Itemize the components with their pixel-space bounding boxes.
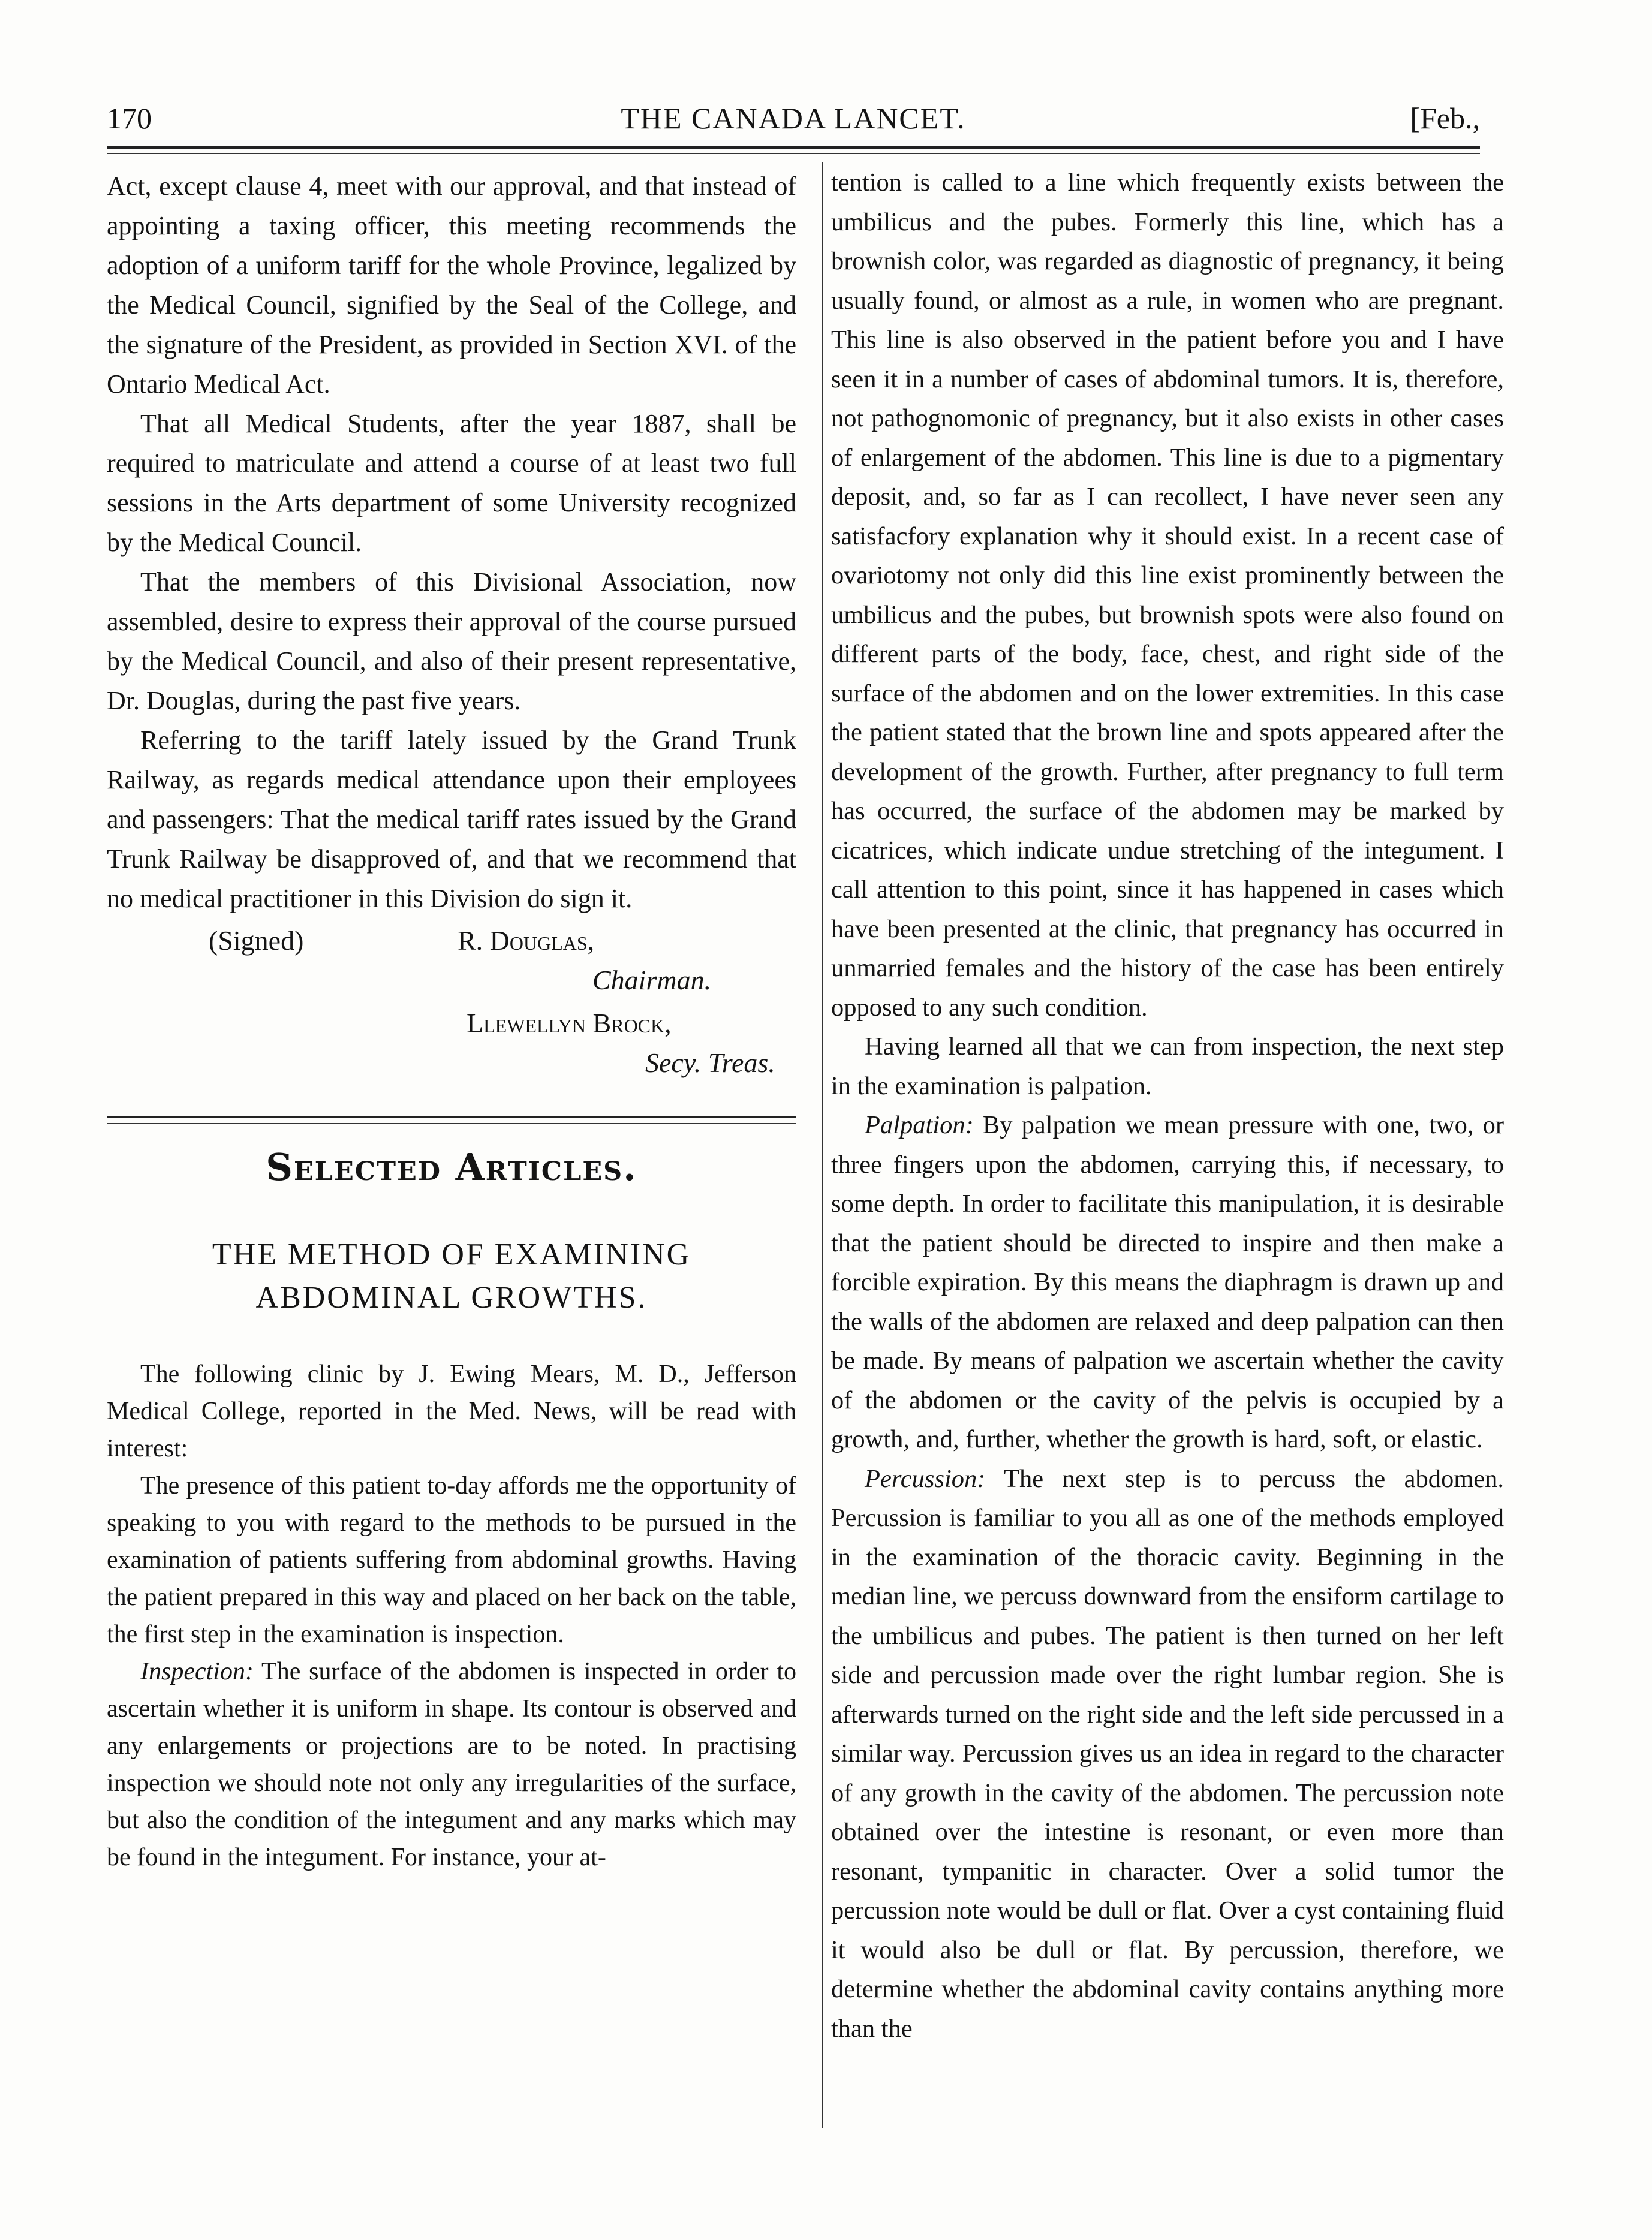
- section-rule-thin: [107, 1123, 796, 1124]
- palpation-paragraph: [831, 1106, 1504, 1459]
- chairman-name: R. Douglas,: [458, 925, 595, 956]
- resolution-paragraph: That the members of this Divisional Association, now assembled, desire to express their approval of the course pursued by the Medical Council, and also of their present representative, Dr. Douglas, during the past five years.: [107, 567, 796, 715]
- section-rule: [107, 1116, 796, 1118]
- percussion-text: The next step is to percuss the abdomen. Percussion is familiar to you all as one of the methods employed in the examination of the thoracic cavity. Beginning in the median line, we percuss downward from the ensiform cartilage to the umbilicus and pubes. The patient is then turned on her left side and percussion made over the right lumbar region. She is afterwards turned on the right side and the left side percussed in a similar way. Percussion gives us an idea in regard to the character of any growth in the cavity of the abdomen. The percussion note obtained over the intestine is resonant, or even more than resonant, tympanitic in character. Over a solid tumor the percussion note would be dull or flat. Over a cyst containing fluid it would also be dull or flat. By percussion, therefore, we determine whether the abdominal cavity contains anything more than the: [831, 1464, 1504, 2043]
- percussion-paragraph: [831, 1459, 1504, 2049]
- chairman-title: Chairman.: [592, 965, 712, 995]
- resolution-paragraph: Referring to the tariff lately issued by the Grand Trunk Railway, as regards medical attendance upon their employees and passengers: That the medical tariff rates issued by the Grand Trunk Railway be disapproved of, and that we recommend that no medical practitioner in this Division do sign it.: [107, 725, 796, 913]
- secretary-title: Secy. Treas.: [645, 1047, 775, 1078]
- running-title: THE CANADA LANCET.: [621, 101, 966, 135]
- signature-block: [107, 919, 796, 1098]
- article-paragraph: The presence of this patient to-day affords me the opportunity of speaking to you with regard to the methods to be pursued in the examination of patients suffering from abdominal growths. Having the patient prepared in this way and placed on her back on the table, the first step in the examination is inspection.: [107, 1472, 796, 1648]
- section-heading: Selected Articles.: [266, 1145, 637, 1189]
- resolution-paragraph: That all Medical Students, after the year 1887, shall be required to matriculate and attend a course of at least two full sessions in the Arts department of some University recognized by the Medical Council.: [107, 409, 796, 557]
- palpation-text: By palpation we mean pressure with one, two, or three fingers upon the abdomen, carrying this, if necessary, to some depth. In order to facilitate this manipulation, it is desirable that the patient should be directed to inspire and then make a forcible expiration. By this means the diaphragm is drawn up and the walls of the abdomen are relaxed and deep palpation can then be made. By means of palpation we ascertain whether the cavity of the abdomen or the cavity of the pelvis is occupied by a growth, and, further, whether the growth is hard, soft, or elastic.: [831, 1111, 1504, 1453]
- page-number: 170: [107, 101, 152, 135]
- article-paragraph: tention is called to a line which frequently exists between the umbilicus and the pubes. Formerly this line, which has a brownish color, was regarded as diagnostic of pregnancy, it being usually found, or almost as a rule, in women who are pregnant. This line is also observed in the patient before you and I have seen it in a number of cases of abdominal tumors. It is, therefore, not pathognomonic of pregnancy, but it also exists in other cases of enlargement of the abdomen. This line is due to a pigmentary deposit, and, so far as I can recollect, I have never seen any satisfacfory explanation why it should exist. In a recent case of ovariotomy not only did this line exist prominently between the umbilicus and the pubes, but brownish spots were also found on different parts of the body, face, chest, and right side of the surface of the abdomen and on the lower extremities. In this case the patient stated that the brown line and spots appeared after the development of the growth. Further, after pregnancy to full term has occurred, the surface of the abdomen may be marked by cicatrices, which indicate undue stretching of the integument. I call attention to this point, since it has happened in cases which have been presented at the clinic, that pregnancy has occurred in unmarried females and the history of the case has been entirely opposed to any such condition.: [831, 168, 1504, 1022]
- inspection-text: The surface of the abdomen is inspected in order to ascertain whether it is uniform in shape. Its contour is observed and any enlargements or projections are to be noted. In practising inspection we should note not only any irregularities of the surface, but also the condition of the integument and any marks which may be found in the integument. For instance, your at-: [107, 1658, 796, 1871]
- secretary-name: Llewellyn Brock,: [467, 1008, 672, 1038]
- header-rule: [107, 146, 1480, 149]
- palpation-label: Palpation:: [865, 1111, 974, 1139]
- percussion-label: Percussion:: [865, 1464, 986, 1493]
- signed-label: (Signed): [209, 925, 304, 956]
- column-divider: [822, 162, 823, 2128]
- header-rule-thin: [107, 153, 1480, 154]
- inspection-paragraph: [107, 1653, 796, 1876]
- article-paragraph: Having learned all that we can from inspection, the next step in the examination is palpation.: [831, 1032, 1504, 1100]
- inspection-label: Inspection:: [140, 1658, 254, 1685]
- left-column: [107, 167, 796, 1876]
- article-title: THE METHOD OF EXAMINING ABDOMINAL GROWTHS.: [212, 1238, 691, 1315]
- page-header: [107, 101, 1480, 143]
- running-date: [Feb.,: [1410, 101, 1480, 135]
- resolution-paragraph: Act, except clause 4, meet with our approval, and that instead of appointing a taxing officer, this meeting recommends the adoption of a uniform tariff for the whole Province, legalized by the Medical Council, signified by the Seal of the College, and the signature of the President, as provided in Section XVI. of the Ontario Medical Act.: [107, 171, 796, 399]
- article-intro: The following clinic by J. Ewing Mears, M. D., Jefferson Medical College, reported in the Med. News, will be read with interest:: [107, 1360, 796, 1462]
- right-column: [831, 163, 1504, 2048]
